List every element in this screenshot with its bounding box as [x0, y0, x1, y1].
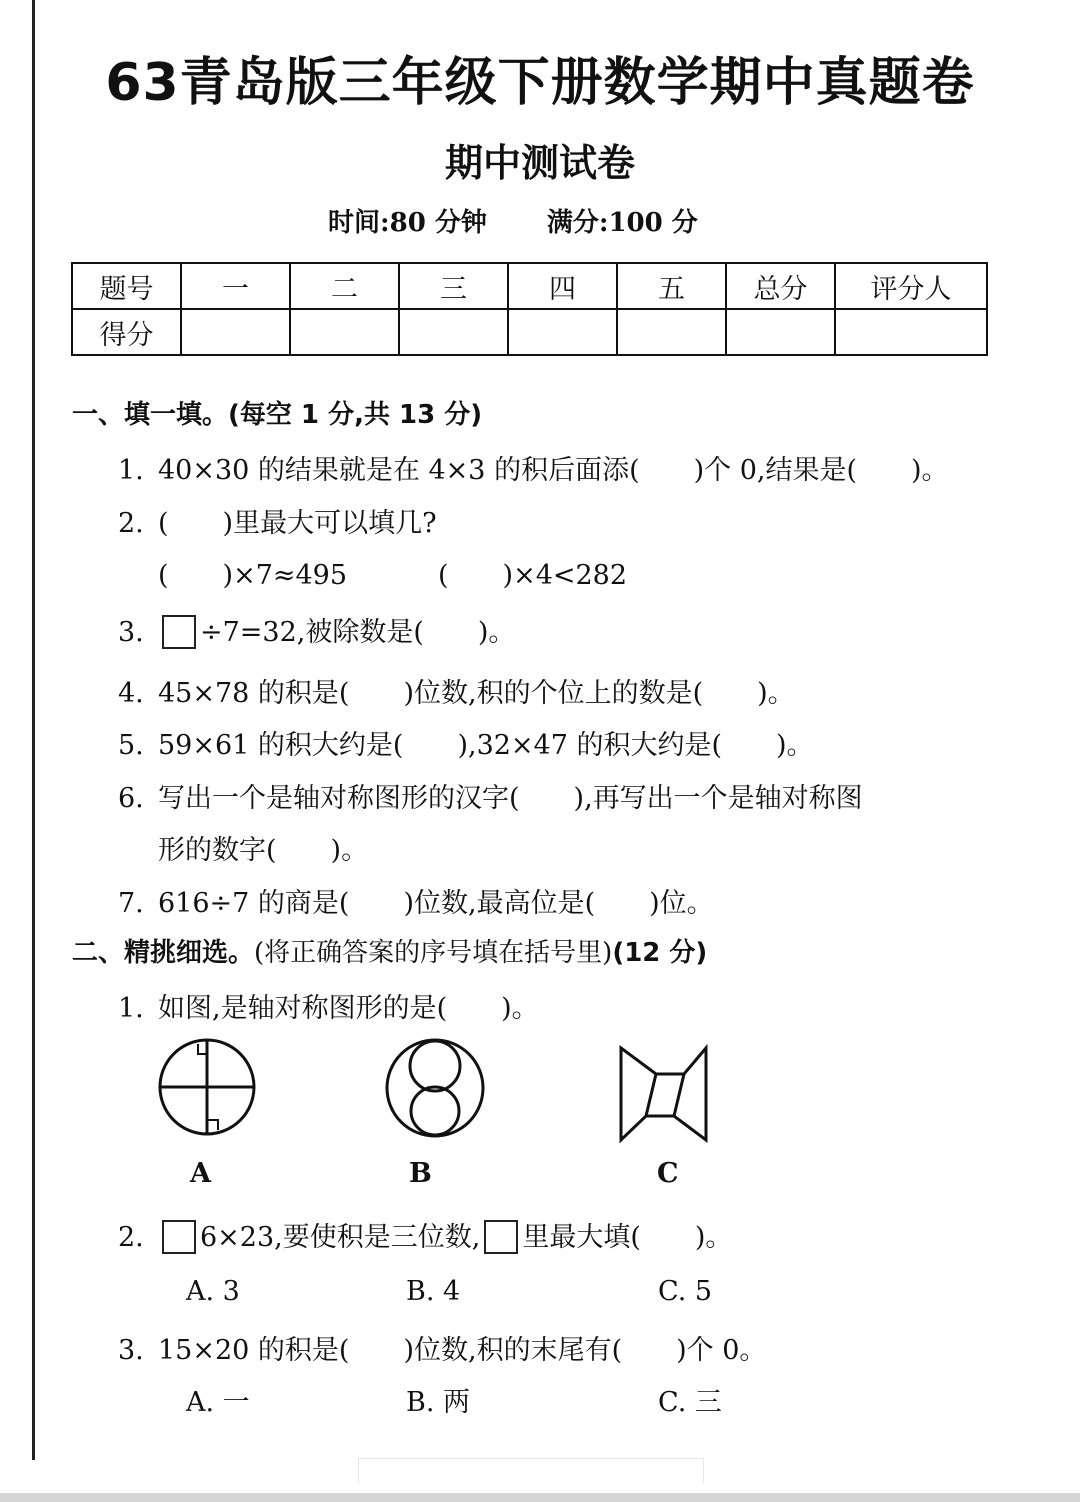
section1-q1	[118, 448, 949, 487]
section1-heading: 一、填一填。(每空 1 分,共 13 分)	[72, 400, 483, 430]
question-number: 7.	[118, 888, 144, 919]
question-number: 1.	[118, 993, 144, 1024]
option-c[interactable]: C. 三	[658, 1387, 722, 1418]
score-cell[interactable]	[181, 309, 290, 355]
score-cell[interactable]	[617, 309, 726, 355]
table-cell: 二	[290, 263, 399, 309]
exam-subtitle: 期中测试卷	[444, 141, 635, 185]
option-b[interactable]: B. 4	[406, 1276, 461, 1307]
figure-label-b: B	[409, 1158, 432, 1189]
section2-note: (将正确答案的序号填在括号里)	[254, 938, 613, 968]
section1-q6	[118, 776, 863, 815]
section2-q2	[118, 1215, 732, 1254]
section1-q3	[118, 610, 515, 649]
score-cell[interactable]	[835, 309, 987, 355]
question-number: 5.	[118, 730, 144, 761]
section1-q6-continued: 形的数字( )。	[158, 835, 369, 866]
question-number: 3.	[118, 1335, 144, 1366]
section1-q2-a: ( )×7≈495	[158, 560, 348, 591]
question-number: 3.	[118, 617, 144, 648]
answer-box[interactable]	[484, 1220, 518, 1254]
option-c[interactable]: C. 5	[658, 1276, 713, 1307]
section2-q3	[118, 1328, 766, 1367]
figure-a-quartered-circle-icon	[152, 1036, 264, 1140]
full-score: 满分:100 分	[546, 208, 698, 238]
question-number: 1.	[118, 455, 144, 486]
option-a[interactable]: A. 3	[186, 1276, 240, 1307]
section2-heading	[72, 932, 707, 969]
section2-title: 二、精挑细选。	[72, 938, 255, 968]
figure-b-stacked-circles-icon	[383, 1036, 487, 1140]
question-text: ÷7=32,被除数是( )。	[200, 617, 516, 648]
table-cell: 评分人	[835, 263, 987, 309]
question-text: 59×61 的积大约是( ),32×47 的积大约是( )。	[158, 730, 814, 761]
score-cell[interactable]	[399, 309, 508, 355]
exam-info	[328, 202, 758, 239]
option-b[interactable]: B. 两	[406, 1387, 471, 1418]
page-footer-box	[358, 1458, 704, 1483]
question-number: 4.	[118, 678, 144, 709]
left-border-line	[32, 0, 35, 1460]
table-cell: 得分	[72, 309, 181, 355]
table-cell: 四	[508, 263, 617, 309]
score-table-score-row	[72, 309, 987, 355]
score-table	[71, 262, 988, 356]
bottom-bar	[0, 1493, 1080, 1502]
score-cell[interactable]	[290, 309, 399, 355]
figure-label-a: A	[190, 1158, 211, 1189]
section1-q5	[118, 723, 814, 762]
question-text: 里最大填( )。	[522, 1222, 733, 1253]
score-table-header-row	[72, 263, 987, 309]
answer-box[interactable]	[162, 615, 196, 649]
question-text: ( )里最大可以填几?	[158, 508, 437, 539]
question-text: 如图,是轴对称图形的是( )。	[158, 993, 539, 1024]
answer-box[interactable]	[162, 1220, 196, 1254]
section1-q2	[118, 501, 437, 540]
page-title: 63青岛版三年级下册数学期中真题卷	[105, 53, 975, 113]
table-cell: 总分	[726, 263, 835, 309]
table-cell: 一	[181, 263, 290, 309]
section1-q7	[118, 881, 714, 920]
question-text: 616÷7 的商是( )位数,最高位是( )位。	[158, 888, 714, 919]
section1-q2-b: ( )×4<282	[438, 560, 628, 591]
figure-c-bowtie-icon	[616, 1044, 712, 1146]
question-text: 6×23,要使积是三位数,	[200, 1222, 481, 1253]
time-limit: 时间:80 分钟	[328, 208, 487, 238]
question-text: 15×20 的积是( )位数,积的末尾有( )个 0。	[158, 1335, 767, 1366]
score-cell[interactable]	[508, 309, 617, 355]
figure-label-c: C	[657, 1158, 679, 1189]
question-text: 45×78 的积是( )位数,积的个位上的数是( )。	[158, 678, 795, 709]
table-cell: 题号	[72, 263, 181, 309]
question-number: 6.	[118, 783, 144, 814]
section2-score: (12 分)	[612, 938, 708, 968]
question-number: 2.	[118, 508, 144, 539]
table-cell: 三	[399, 263, 508, 309]
table-cell: 五	[617, 263, 726, 309]
question-text: 写出一个是轴对称图形的汉字( ),再写出一个是轴对称图	[158, 783, 863, 814]
score-cell[interactable]	[726, 309, 835, 355]
section2-q1	[118, 986, 539, 1025]
option-a[interactable]: A. 一	[186, 1387, 250, 1418]
section1-q4	[118, 671, 795, 710]
question-text: 40×30 的结果就是在 4×3 的积后面添( )个 0,结果是( )。	[158, 455, 949, 486]
question-number: 2.	[118, 1222, 144, 1253]
